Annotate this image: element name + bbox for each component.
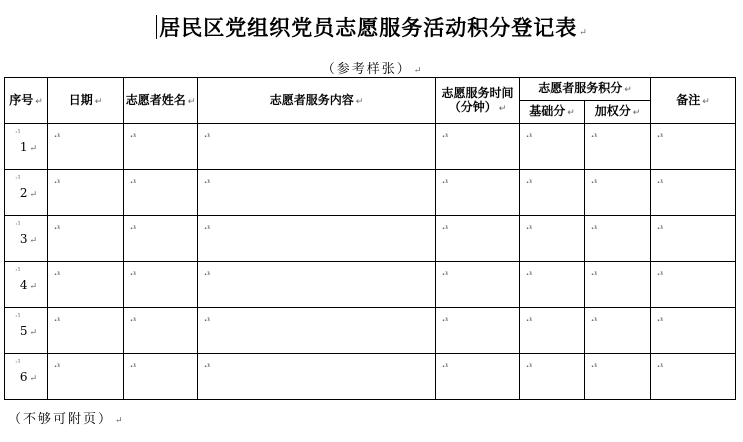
table-cell[interactable]: ·¹ [436,354,520,400]
header-bonus-points: 加权分 ↵ [585,101,651,124]
paragraph-mark-icon: ↵ [413,66,422,76]
table-cell[interactable]: ·¹ [585,170,651,216]
table-cell[interactable]: ·¹ [651,216,736,262]
footnote [8,408,123,427]
table-cell[interactable]: ·¹ [48,216,124,262]
table-cell[interactable]: ·¹ [651,354,736,400]
row-index: ·¹ 5 ↵ [5,308,48,354]
table-cell[interactable]: ·¹ [48,354,124,400]
form-title [0,12,743,42]
header-service-points: 志愿者服务积分 ↵ [520,78,651,101]
table-cell[interactable]: ·¹ [520,216,585,262]
header-volunteer-name: 志愿者姓名 ↵ [124,78,198,124]
table-cell[interactable]: ·¹ [124,124,198,170]
table-cell[interactable]: ·¹ [585,216,651,262]
form-subtitle-text: （参考样张） [321,62,412,77]
registration-table [4,77,736,400]
row-index: ·¹ 6 ↵ [5,354,48,400]
table-cell[interactable]: ·¹ [651,262,736,308]
paragraph-mark-icon: ↵ [115,416,123,426]
header-base-points: 基础分 ↵ [520,101,585,124]
table-cell[interactable]: ·¹ [198,308,436,354]
table-row [5,262,736,308]
row-index: ·¹ 2 ↵ [5,170,48,216]
paragraph-mark-icon: ↵ [579,28,587,38]
table-row [5,170,736,216]
table-cell[interactable]: ·¹ [520,308,585,354]
table-cell[interactable]: ·¹ [520,262,585,308]
table-cell[interactable]: ·¹ [48,170,124,216]
footnote-text: （不够可附页） [8,412,114,427]
table-cell[interactable]: ·¹ [198,216,436,262]
table-cell[interactable]: ·¹ [520,170,585,216]
header-index: 序号 ↵ [5,78,48,124]
table-cell[interactable]: ·¹ [48,308,124,354]
table-cell[interactable]: ·¹ [436,170,520,216]
table-row [5,124,736,170]
table-cell[interactable]: ·¹ [436,262,520,308]
table-cell[interactable]: ·¹ [585,354,651,400]
table-cell[interactable]: ·¹ [124,308,198,354]
form-subtitle [0,58,743,77]
row-index: ·¹ 1 ↵ [5,124,48,170]
table-cell[interactable]: ·¹ [585,262,651,308]
table-cell[interactable]: ·¹ [520,124,585,170]
row-index: ·¹ 4 ↵ [5,262,48,308]
table-cell[interactable]: ·¹ [198,170,436,216]
table-cell[interactable]: ·¹ [198,262,436,308]
header-service-duration: 志愿服务时间（分钟） ↵ [436,78,520,124]
table-cell[interactable]: ·¹ [585,124,651,170]
table-row [5,308,736,354]
header-service-content: 志愿者服务内容 ↵ [198,78,436,124]
table-row [5,216,736,262]
table-row [5,354,736,400]
form-title-text: 居民区党组织党员志愿服务活动积分登记表 [159,15,578,40]
table-cell[interactable]: ·¹ [651,124,736,170]
table-cell[interactable]: ·¹ [520,354,585,400]
table-cell[interactable]: ·¹ [124,262,198,308]
header-date: 日期 ↵ [48,78,124,124]
table-cell[interactable]: ·¹ [436,216,520,262]
row-index: ·¹ 3 ↵ [5,216,48,262]
table-cell[interactable]: ·¹ [651,308,736,354]
table-cell[interactable]: ·¹ [585,308,651,354]
table-cell[interactable]: ·¹ [48,262,124,308]
table-cell[interactable]: ·¹ [651,170,736,216]
table-cell[interactable]: ·¹ [436,124,520,170]
header-remarks: 备注 ↵ [651,78,736,124]
table-cell[interactable]: ·¹ [198,124,436,170]
table-cell[interactable]: ·¹ [198,354,436,400]
table-cell[interactable]: ·¹ [436,308,520,354]
table-cell[interactable]: ·¹ [124,170,198,216]
text-cursor [156,15,157,39]
table-cell[interactable]: ·¹ [124,354,198,400]
table-cell[interactable]: ·¹ [124,216,198,262]
table-cell[interactable]: ·¹ [48,124,124,170]
